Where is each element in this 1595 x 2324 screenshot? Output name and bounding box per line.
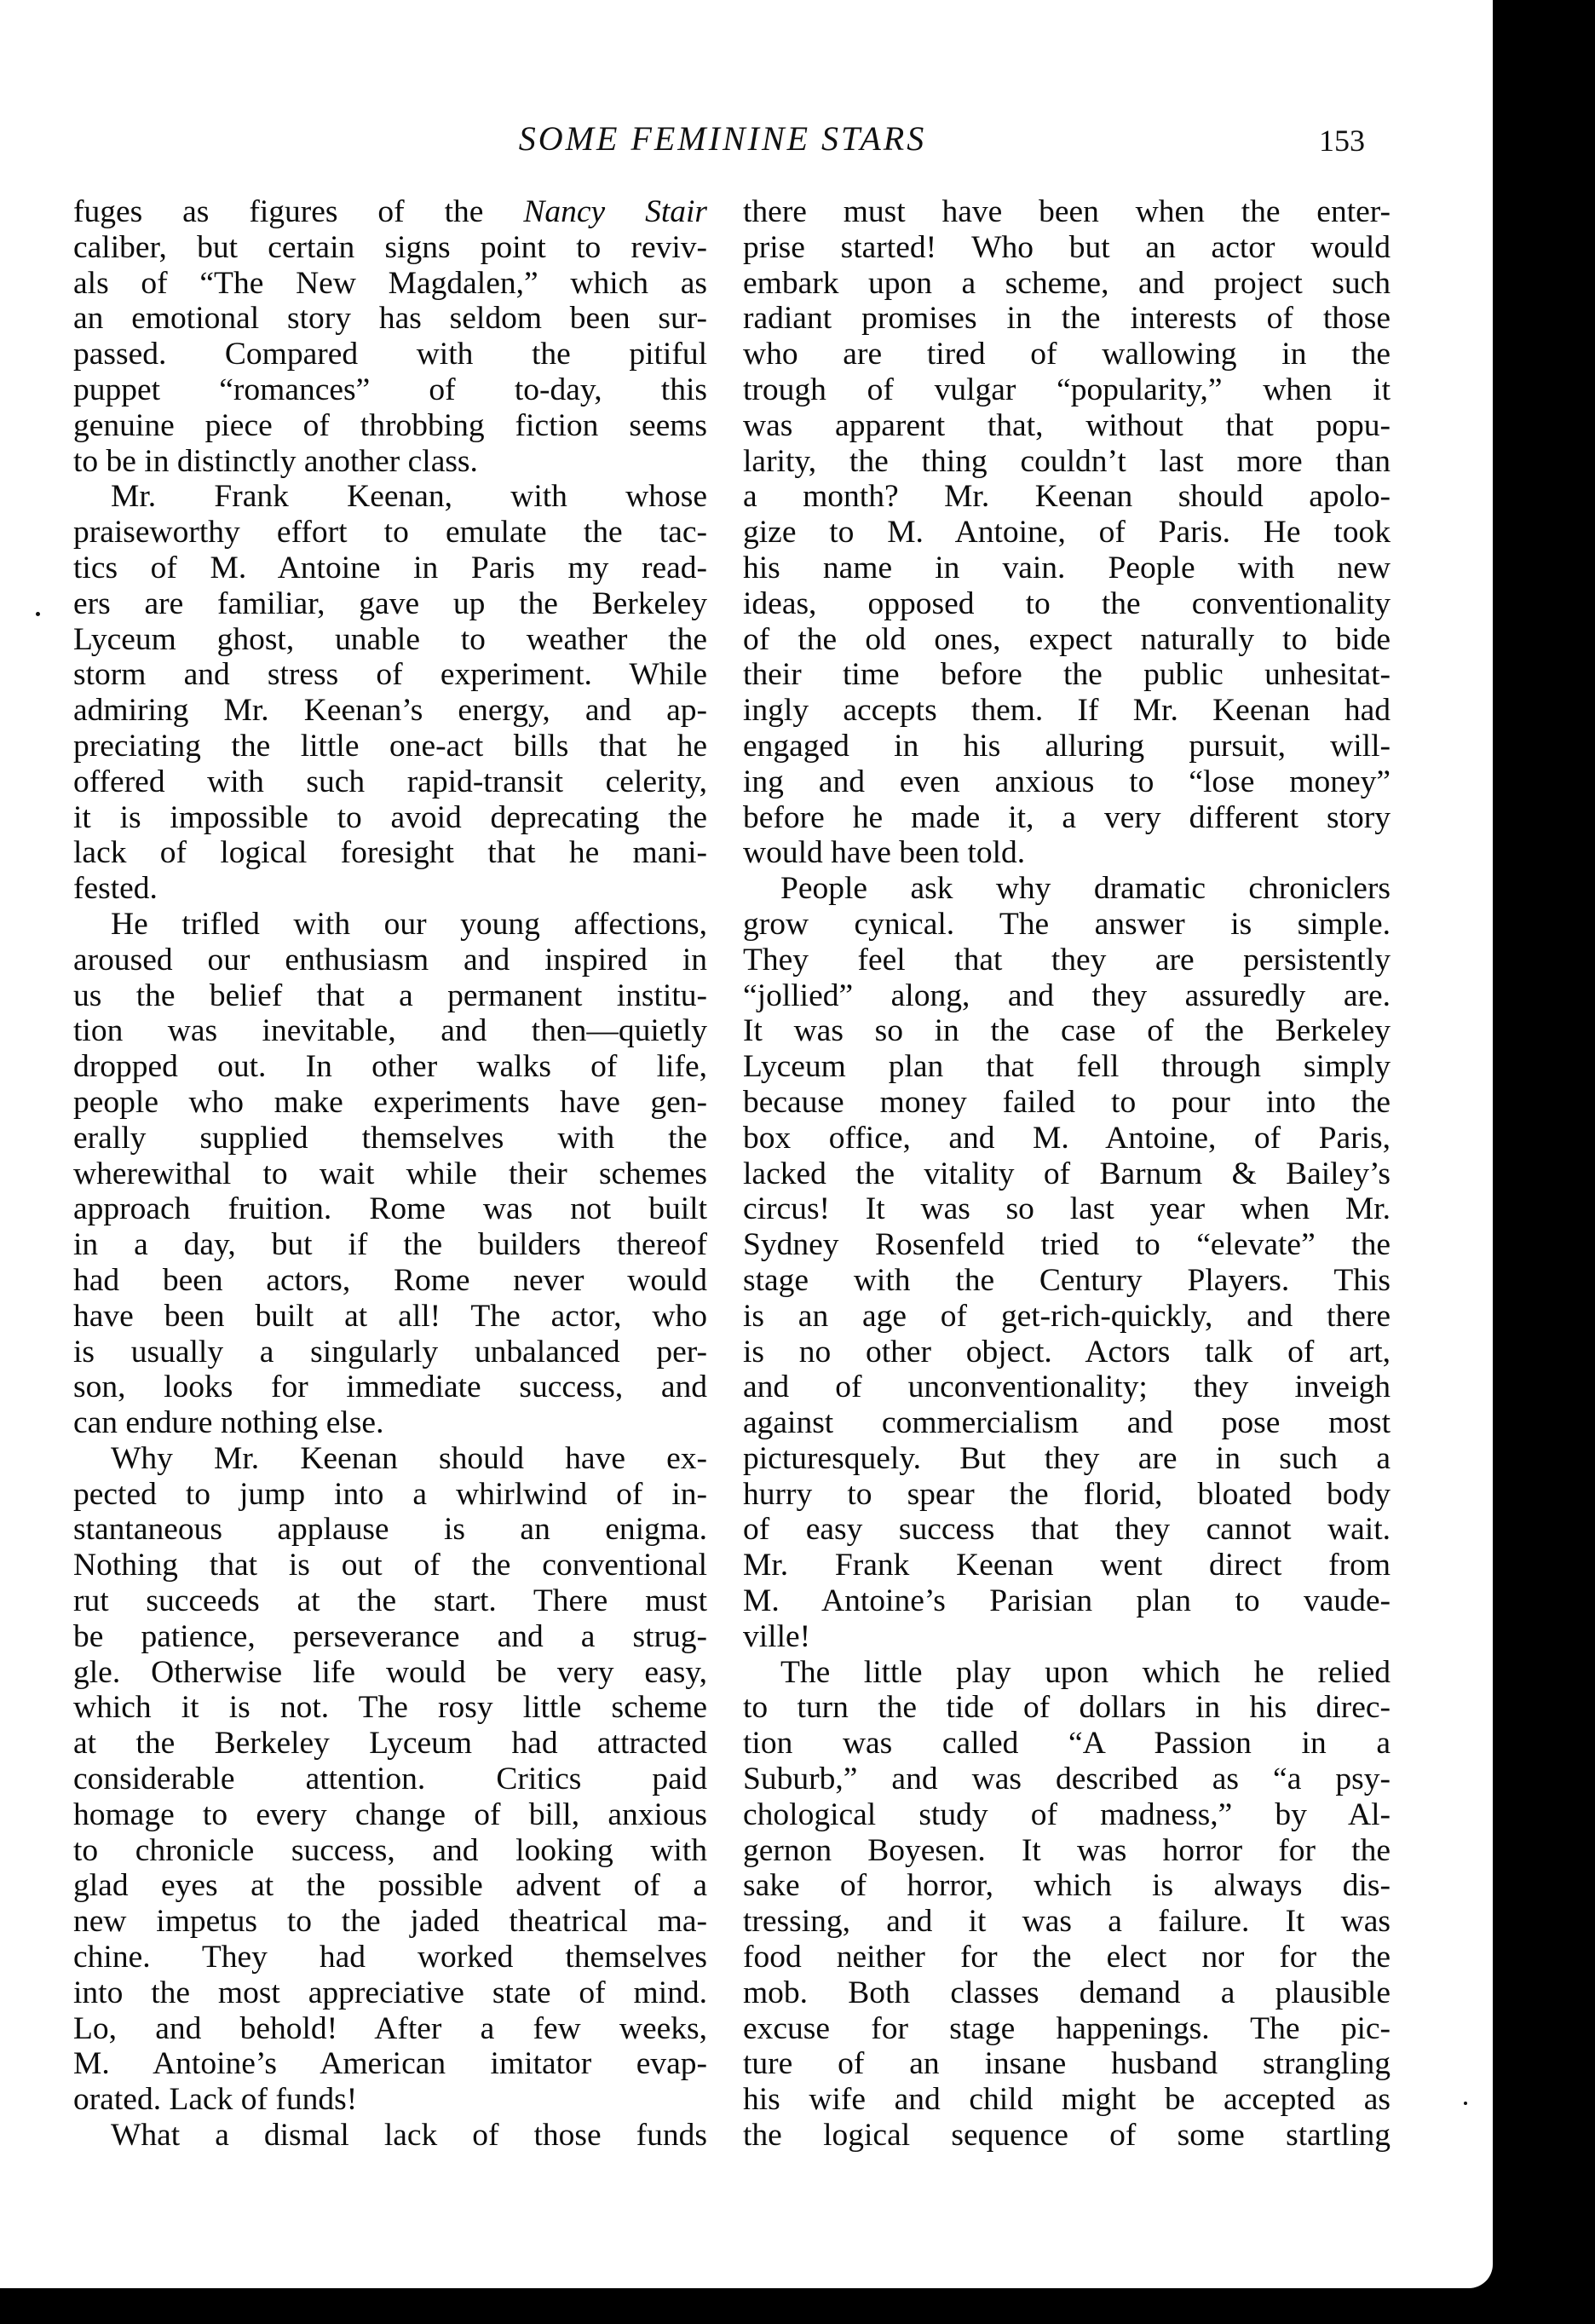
text-line: ers are familiar, gave up the Berkeley — [73, 585, 707, 621]
text-line: fested. — [73, 871, 158, 907]
text-line: He trifled with our young affections, — [111, 906, 707, 942]
text-line: at the Berkeley Lyceum had attracted — [73, 1726, 707, 1762]
text-line: fuges as figures of the Nancy Stair — [73, 194, 707, 229]
text-line: The little play upon which he relied — [780, 1654, 1391, 1690]
scan-speck — [1464, 2102, 1467, 2105]
running-title: SOME FEMININE STARS — [518, 119, 927, 158]
text-line: ingly accepts them. If Mr. Keenan had — [743, 693, 1391, 729]
text-line: They feel that they are persistently — [743, 942, 1391, 977]
text-line: radiant promises in the interests of those — [743, 301, 1391, 337]
page-number: 153 — [1319, 124, 1365, 158]
text-line: can endure nothing else. — [73, 1405, 384, 1441]
text-line: admiring Mr. Keenan’s energy, and ap- — [73, 693, 707, 729]
text-line: engaged in his alluring pursuit, will- — [743, 728, 1391, 764]
text-line: wherewithal to wait while their schemes — [73, 1156, 707, 1191]
right-column — [743, 194, 1391, 2154]
text-line: of the old ones, expect naturally to bide — [743, 621, 1391, 657]
text-line: Sydney Rosenfeld tried to “elevate” the — [743, 1227, 1391, 1263]
text-line: M. Antoine’s American imitator evap- — [73, 2046, 707, 2082]
text-line: ture of an insane husband strangling — [743, 2046, 1391, 2082]
text-line: is an age of get-rich-quickly, and there — [743, 1298, 1391, 1334]
running-head — [0, 118, 1493, 160]
text-line: sake of horror, which is always dis- — [743, 1868, 1391, 1904]
text-line: trough of vulgar “popularity,” when it — [743, 372, 1391, 407]
text-line: would have been told. — [743, 835, 1026, 871]
text-line: Lyceum plan that fell through simply — [743, 1049, 1391, 1085]
text-line: tion was called “A Passion in a — [743, 1726, 1391, 1762]
text-line: excuse for stage happenings. The pic- — [743, 2010, 1391, 2046]
scan-speck — [36, 612, 40, 616]
text-line: homage to every change of bill, anxious — [73, 1796, 707, 1832]
text-line: ville! — [743, 1618, 811, 1654]
text-line: be patience, perseverance and a strug- — [73, 1618, 707, 1654]
text-line: lack of logical foresight that he mani- — [73, 835, 707, 871]
text-line: prise started! Who but an actor would — [743, 229, 1391, 265]
text-line: Mr. Frank Keenan went direct from — [743, 1548, 1391, 1583]
text-line: gle. Otherwise life would be very easy, — [73, 1654, 707, 1690]
text-line: lacked the vitality of Barnum & Bailey’s — [743, 1156, 1391, 1191]
text-line: have been built at all! The actor, who — [73, 1298, 707, 1334]
text-line: chological study of madness,” by Al- — [743, 1796, 1391, 1832]
text-line: puppet “romances” of to-day, this — [73, 372, 707, 407]
text-line: into the most appreciative state of mind. — [73, 1975, 707, 2010]
text-line: who are tired of wallowing in the — [743, 337, 1391, 372]
text-line: tion was inevitable, and then—quietly — [73, 1013, 707, 1049]
text-line: genuine piece of throbbing fiction seems — [73, 407, 707, 443]
text-line: gernon Boyesen. It was horror for the — [743, 1832, 1391, 1868]
text-line: son, looks for immediate success, and — [73, 1370, 707, 1405]
text-line: stage with the Century Players. This — [743, 1262, 1391, 1298]
text-line: What a dismal lack of those funds — [111, 2118, 707, 2154]
text-line: in a day, but if the builders thereof — [73, 1227, 707, 1263]
text-line: rut succeeds at the start. There must — [73, 1583, 707, 1619]
text-line: offered with such rapid-transit celerity, — [73, 764, 707, 799]
text-line: dropped out. In other walks of life, — [73, 1049, 707, 1085]
text-line: “jollied” along, and they assuredly are. — [743, 977, 1391, 1013]
text-line: Suburb,” and was described as “a psy- — [743, 1762, 1391, 1797]
text-line: had been actors, Rome never would — [73, 1262, 707, 1298]
text-line: their time before the public unhesitat- — [743, 657, 1391, 693]
text-line: M. Antoine’s Parisian plan to vaude- — [743, 1583, 1391, 1619]
text-line: orated. Lack of funds! — [73, 2082, 358, 2118]
text-line: new impetus to the jaded theatrical ma- — [73, 1904, 707, 1940]
text-line: is usually a singularly unbalanced per- — [73, 1334, 707, 1370]
text-line: grow cynical. The answer is simple. — [743, 906, 1391, 942]
text-line: larity, the thing couldn’t last more than — [743, 443, 1391, 479]
text-line: before he made it, a very different story — [743, 799, 1391, 835]
text-line: and of unconventionality; they inveigh — [743, 1370, 1391, 1405]
text-line: because money failed to pour into the — [743, 1084, 1391, 1120]
text-line: to be in distinctly another class. — [73, 443, 478, 479]
text-line: it is impossible to avoid deprecating the — [73, 799, 707, 835]
text-line: approach fruition. Rome was not built — [73, 1191, 707, 1227]
text-line: mob. Both classes demand a plausible — [743, 1975, 1391, 2010]
text-line: chine. They had worked themselves — [73, 1940, 707, 1975]
text-line: pected to jump into a whirlwind of in- — [73, 1476, 707, 1512]
text-line: considerable attention. Critics paid — [73, 1762, 707, 1797]
left-column — [73, 194, 707, 2154]
text-line: ing and even anxious to “lose money” — [743, 764, 1391, 799]
text-line: picturesquely. But they are in such a — [743, 1440, 1391, 1476]
text-line: food neither for the elect nor for the — [743, 1940, 1391, 1975]
text-line: circus! It was so last year when Mr. — [743, 1191, 1391, 1227]
text-line: people who make experiments have gen- — [73, 1084, 707, 1120]
text-line: which it is not. The rosy little scheme — [73, 1690, 707, 1726]
text-line: preciating the little one-act bills that he — [73, 728, 707, 764]
text-line: glad eyes at the possible advent of a — [73, 1868, 707, 1904]
italic-title: Nancy Stair — [523, 194, 707, 229]
text-line: was apparent that, without that popu- — [743, 407, 1391, 443]
text-line: his wife and child might be accepted as — [743, 2082, 1391, 2118]
text-line: tics of M. Antoine in Paris my read- — [73, 550, 707, 585]
text-line: caliber, but certain signs point to reviv- — [73, 229, 707, 265]
text-line: Mr. Frank Keenan, with whose — [111, 479, 707, 515]
text-line: als of “The New Magdalen,” which as — [73, 265, 707, 301]
text-line: storm and stress of experiment. While — [73, 657, 707, 693]
text-line: ideas, opposed to the conventionality — [743, 585, 1391, 621]
text-line: hurry to spear the florid, bloated body — [743, 1476, 1391, 1512]
text-line: his name in vain. People with new — [743, 550, 1391, 585]
text-line: is no other object. Actors talk of art, — [743, 1334, 1391, 1370]
text-line: an emotional story has seldom been sur- — [73, 301, 707, 337]
text-line: Nothing that is out of the conventional — [73, 1548, 707, 1583]
text-line: us the belief that a permanent institu- — [73, 977, 707, 1013]
text-line: the logical sequence of some startling — [743, 2118, 1391, 2154]
text-line: passed. Compared with the pitiful — [73, 337, 707, 372]
text-line: tressing, and it was a failure. It was — [743, 1904, 1391, 1940]
text-line: to chronicle success, and looking with — [73, 1832, 707, 1868]
text-line: embark upon a scheme, and project such — [743, 265, 1391, 301]
text-line: gize to M. Antoine, of Paris. He took — [743, 515, 1391, 551]
text-line: Why Mr. Keenan should have ex- — [111, 1440, 707, 1476]
text-line: to turn the tide of dollars in his direc- — [743, 1690, 1391, 1726]
text-line: It was so in the case of the Berkeley — [743, 1013, 1391, 1049]
text-line: aroused our enthusiasm and inspired in — [73, 942, 707, 977]
text-line: stantaneous applause is an enigma. — [73, 1512, 707, 1548]
text-line: a month? Mr. Keenan should apolo- — [743, 479, 1391, 515]
text-line: praiseworthy effort to emulate the tac- — [73, 515, 707, 551]
text-line: Lo, and behold! After a few weeks, — [73, 2010, 707, 2046]
text-line: People ask why dramatic chroniclers — [780, 871, 1391, 907]
text-line: of easy success that they cannot wait. — [743, 1512, 1391, 1548]
text-line: erally supplied themselves with the — [73, 1120, 707, 1156]
text-line: Lyceum ghost, unable to weather the — [73, 621, 707, 657]
text-line: there must have been when the enter- — [743, 194, 1391, 229]
text-line: box office, and M. Antoine, of Paris, — [743, 1120, 1391, 1156]
text-line: against commercialism and pose most — [743, 1405, 1391, 1441]
